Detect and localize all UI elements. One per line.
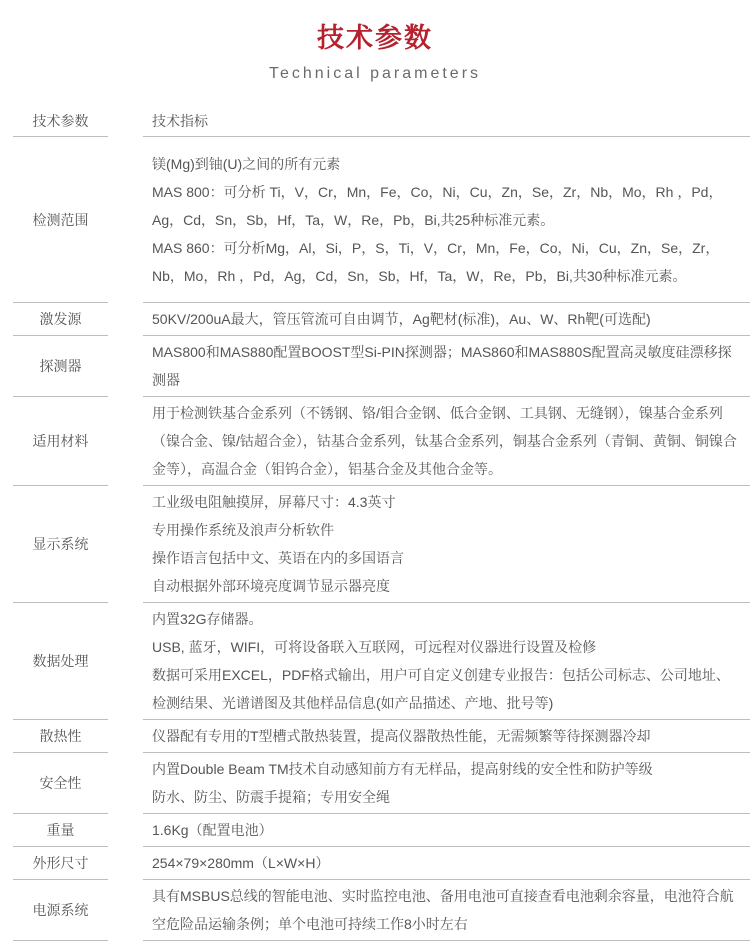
row-value-line: 数据可采用EXCEL，PDF格式输出，用户可自定义创建专业报告：包括公司标志、公司地址、检测结果、光谱谱图及其他样品信息(如产品描述、产地、批号等) <box>152 667 730 711</box>
row-label: 激发源 <box>39 311 82 327</box>
page-subtitle: Technical parameters <box>268 65 482 82</box>
row-value-line: 254×79×280mm（L×W×H） <box>152 855 330 871</box>
row-value-line: 用于检测铁基合金系列（不锈钢、铬/钼合金钢、低合金钢、工具钢、无缝钢），镍基合金系列（镍合金、镍/钴超合金），钴基合金系列，钛基合金系列，铜基合金系列（青铜、黄铜、铜镍合金等），高温合金（钼钨合金），铝基合金及其他合金等。 <box>152 405 737 477</box>
row-value-line: 工业级电阻触摸屏，屏幕尺寸：4.3英寸 <box>152 494 396 510</box>
row-value-line: 防水、防尘、防震手提箱；专用安全绳 <box>152 789 390 805</box>
row-value-cell <box>143 137 750 303</box>
table-row <box>0 814 750 847</box>
header-param-label: 技术参数 <box>32 113 89 129</box>
row-label: 数据处理 <box>32 653 89 669</box>
row-value-cell <box>143 814 750 847</box>
row-value-line: 专用操作系统及浪声分析软件 <box>152 522 334 538</box>
row-value-cell <box>143 880 750 941</box>
row-label-cell <box>13 137 108 303</box>
row-label-cell <box>13 880 108 941</box>
row-value-cell <box>143 753 750 814</box>
row-label: 适用材料 <box>32 433 89 449</box>
row-value-cell <box>143 603 750 720</box>
row-label: 重量 <box>46 822 75 838</box>
row-label: 散热性 <box>39 728 82 744</box>
row-label-cell <box>13 397 108 486</box>
table-row <box>0 486 750 603</box>
row-label-cell <box>13 847 108 880</box>
table-row <box>0 137 750 303</box>
table-row <box>0 753 750 814</box>
row-value-line: 1.6Kg（配置电池） <box>152 822 273 838</box>
spec-table-body <box>0 137 750 941</box>
row-value-line: 镁(Mg)到铀(U)之间的所有元素 <box>152 155 341 172</box>
header-param-cell <box>13 110 108 137</box>
row-label-cell <box>13 814 108 847</box>
header-spec-label: 技术指标 <box>152 113 208 129</box>
row-label: 电源系统 <box>32 902 89 918</box>
row-value-line: 操作语言包括中文、英语在内的多国语言 <box>152 550 404 566</box>
row-value-line: 具有MSBUS总线的智能电池、实时监控电池、备用电池可直接查看电池剩余容量，电池符合航空危险品运输条例；单个电池可持续工作8小时左右 <box>152 888 734 932</box>
table-row <box>0 603 750 720</box>
row-value-cell <box>143 303 750 336</box>
page-title: 技术参数 <box>317 23 433 53</box>
row-label-cell <box>13 720 108 753</box>
row-value-line: MAS 800：可分析 Ti，V，Cr，Mn，Fe，Co，Ni，Cu，Zn，Se，Zr，Nb，Mo，Rh ，Pd，Ag，Cd，Sn，Sb，Hf，Ta，W，Re，Pb，Bi,共25种标准元素。 <box>152 183 723 228</box>
row-value-cell <box>143 336 750 397</box>
header-spec-cell <box>143 110 750 137</box>
table-row <box>0 336 750 397</box>
row-value-line: 自动根据外部环境亮度调节显示器亮度 <box>152 578 390 594</box>
table-row <box>0 720 750 753</box>
row-label: 检测范围 <box>32 211 89 228</box>
row-label: 探测器 <box>39 358 82 374</box>
table-row <box>0 397 750 486</box>
row-label: 安全性 <box>39 775 82 791</box>
row-value-line: MAS 860：可分析Mg，Al，Si，P，S，Ti，V，Cr，Mn，Fe，Co，Ni，Cu，Zn，Se，Zr，Nb，Mo，Rh ，Pd，Ag，Cd，Sn，Sb，Hf，Ta，W，Re，Pb，Bi,共30种标准元素。 <box>152 239 720 284</box>
row-value-line: 仪器配有专用的T型槽式散热装置，提高仪器散热性能，无需频繁等待探测器冷却 <box>152 728 651 744</box>
row-label-cell <box>13 753 108 814</box>
row-label-cell <box>13 603 108 720</box>
spec-table <box>0 110 750 941</box>
table-row <box>0 847 750 880</box>
table-row <box>0 303 750 336</box>
row-value-line: MAS800和MAS880配置BOOST型Si-PIN探测器；MAS860和MAS880S配置高灵敏度硅漂移探测器 <box>152 344 732 388</box>
row-value-line: 50KV/200uA最大，管压管流可自由调节，Ag靶材(标准)，Au、W、Rh靶(可选配) <box>152 311 651 327</box>
row-label-cell <box>13 303 108 336</box>
row-label-cell <box>13 486 108 603</box>
table-row <box>0 880 750 941</box>
row-value-line: 内置32G存储器。 <box>152 611 263 627</box>
row-value-line: USB, 蓝牙，WIFI，可将设备联入互联网，可远程对仪器进行设置及检修 <box>152 639 597 655</box>
row-label-cell <box>13 336 108 397</box>
row-value-line: 内置Double Beam TM技术自动感知前方有无样品，提高射线的安全性和防护等级 <box>152 761 653 777</box>
row-label: 外形尺寸 <box>32 855 89 871</box>
row-value-cell <box>143 847 750 880</box>
row-label: 显示系统 <box>32 536 89 552</box>
row-value-cell <box>143 397 750 486</box>
row-value-cell <box>143 720 750 753</box>
row-value-cell <box>143 486 750 603</box>
table-header-row <box>0 110 750 137</box>
